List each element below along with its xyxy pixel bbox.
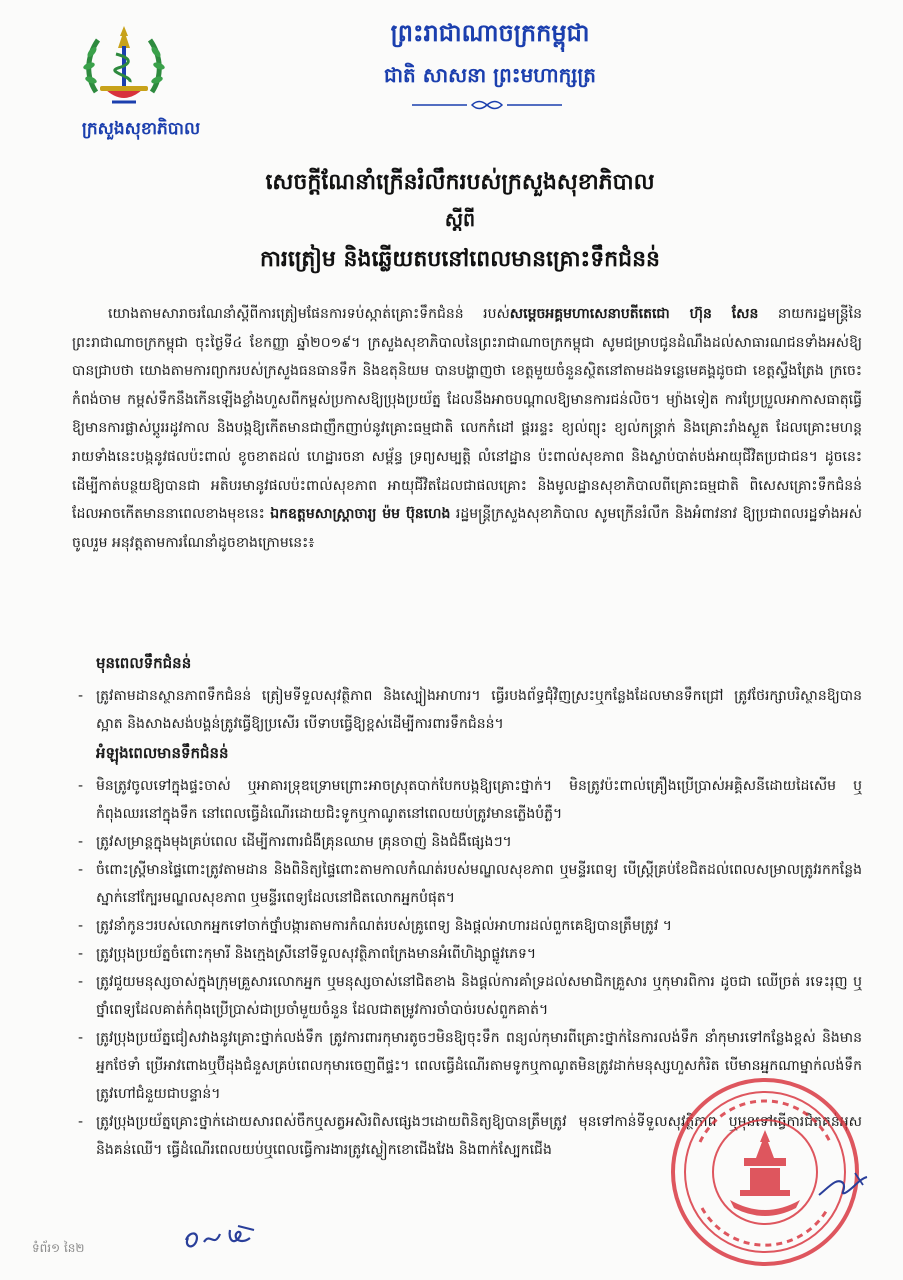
before-flood-list [72, 682, 862, 738]
ministry-logo-emblem [78, 22, 170, 112]
prime-minister-name: សម្តេចអគ្គមហាសេនាបតីតេជោ ហ៊ុន សែន [509, 306, 759, 322]
handwritten-initials [180, 1218, 280, 1258]
motto-ornament-divider [412, 98, 562, 112]
list-item: - ត្រូវជួយមនុស្សចាស់ក្នុងក្រុមគ្រួសារលោកអ្នក ឬមនុស្សចាស់នៅជិតខាង និងផ្តល់ការគាំទ្រដល់សមាជិកគ្រួសារ ឬកុមារពិការ ដូចជា ឈើច្រត់ រទេះរុញ ឬថ្នាំពេទ្យដែលគាត់កំពុងប្រើប្រាស់ជាប្រចាំមួយចំនួន ដែលជាតម្រូវការចាំបាច់របស់ពួកគាត់។ [72, 968, 862, 1024]
minister-name: ឯកឧត្តមសាស្រ្តាចារ្យ ម៉ម ប៊ុនហេង [270, 506, 451, 523]
page-number: ទំព័រ១ នៃ២ [32, 1241, 85, 1255]
intro-text-1: យោងតាមសារាចរណែនាំស្តីពីការត្រៀមផែនការទប់ស្កាត់គ្រោះទឹកជំនន់ របស់ [108, 306, 510, 322]
national-motto: ជាតិ សាសនា ព្រះមហាក្សត្រ [384, 63, 596, 87]
document-subject: ការត្រៀម និងឆ្លើយតបនៅពេលមានគ្រោះទឹកជំនន់ [259, 247, 661, 272]
intro-text-3: រដ្ឋមន្ត្រីក្រសួងសុខាភិបាល សូមក្រើនរំលឹក និងអំពាវនាវ ឱ្យប្រជាពលរដ្ឋទាំងអស់ចូលរួម អនុវត្តតាមការណែនាំដូចខាងក្រោមនេះ៖ [72, 506, 862, 551]
intro-paragraph [72, 300, 862, 557]
list-item: - ត្រូវតាមដានស្ថានភាពទឹកជំនន់ ត្រៀមទីទួលសុវត្ថិភាព និងស្បៀងអាហារ។ ធ្វើរបងព័ទ្ធជុំវិញស្រះឬកន្លែងដែលមានទឹកជ្រៅ ត្រូវថែរក្សាបរិស្ថានឱ្យបានស្អាត និងសាងសង់បង្គន់ត្រូវធ្វើឱ្យប្រសើរ បើទាបធ្វើឱ្យខ្ពស់ដើម្បីការពារទឹកជំនន់។ [72, 682, 862, 738]
list-item: - ត្រូវប្រុងប្រយ័ត្នចំពោះកុមារី និងក្មេងស្រីនៅទីទួលសុវត្ថិភាពក្រែងមានអំពើហិង្សាផ្លូវភេទ។ [72, 940, 862, 968]
list-item: - ចំពោះស្ត្រីមានផ្ទៃពោះត្រូវតាមដាន និងពិនិត្យផ្ទៃពោះតាមកាលកំណត់របស់មណ្ឌលសុខភាព ឬមន្ទីរពេទ្យ បើស្ត្រីគ្រប់ខែជិតដល់ពេលសម្រាលត្រូវរកកន្លែងស្នាក់នៅក្បែរមណ្ឌលសុខភាព ឬមន្ទីរពេទ្យដែលនៅជិតលោកអ្នកបំផុត។ [72, 856, 862, 912]
list-item: - ត្រូវប្រុងប្រយ័ត្នគ្រោះថ្នាក់ដោយសារពស់ចឹកឬសត្វអសិរពិសផ្សេងៗដោយពិនិត្យឱ្យបានត្រឹមត្រូវ មុនទៅកាន់ទីទួលសុវត្ថិភាព ឬមុនទៅធ្វើការជិតគន់អុស និងគន់ឈើ។ ធ្វើដំណើរពេលយប់ឬពេលធ្វើការងារត្រូវស្លៀកខោជើងវែង និងពាក់ស្បែកជើង [72, 1108, 862, 1164]
list-item: - ត្រូវប្រុងប្រយ័ត្នជៀសវាងនូវគ្រោះថ្នាក់លង់ទឹក ត្រូវការពារកុមារតូចៗមិនឱ្យចុះទឹក ពន្យល់កុមារពីគ្រោះថ្នាក់នៃការលង់ទឹក នាំកុមារទៅកន្លែងខ្ពស់ និងមានអ្នកថែទាំ ប្រើអាវពោងឬប៊ីដុងជំនួសគ្រប់ពេលកុមារចេញពីផ្ទះ។ ពេលធ្វើដំណើរតាមទូកឬកាណូតមិនត្រូវដាក់មនុស្សហួសកំរិត បើមានអ្នកណាម្នាក់លង់ទឹកត្រូវហៅជំនួយជាបន្ទាន់។ [72, 1024, 862, 1108]
list-item: - មិនត្រូវចូលទៅក្នុងផ្ទះចាស់ ឬអាគារទ្រុឌទ្រោមព្រោះអាចស្រុតបាក់បែកបង្កឱ្យគ្រោះថ្នាក់។ មិនត្រូវប៉ះពាល់គ្រឿងប្រើប្រាស់អគ្គិសនីដោយដៃសើម ឬកំពុងឈរនៅក្នុងទឹក នៅពេលធ្វើដំណើរដោយជិះទូកឬកាណូតនៅពេលយប់ត្រូវមានភ្លើងបំភ្លឺ។ [72, 772, 862, 828]
section-during-flood-heading: អំឡុងពេលមានទឹកជំនន់ [96, 744, 229, 762]
list-item: - ត្រូវសម្រាន្តក្នុងមុងគ្រប់ពេល ដើម្បីការពារជំងឺគ្រុនឈាម គ្រុនចាញ់ និងជំងឺផ្សេងៗ។ [72, 828, 862, 856]
intro-text-2: នាយករដ្ឋមន្រ្តីនៃព្រះរាជាណាចក្រកម្ពុជា ចុះថ្ងៃទី៤ ខែកញ្ញា ឆ្នាំ២០១៩។ ក្រសួងសុខាភិបាលនៃព្រះរាជាណាចក្រកម្ពុជា សូមជម្រាបជូនដំណឹងដល់សាធារណជនទាំងអស់ឱ្យបានជ្រាបថា យោងតាមការព្យាករបស់ក្រសួងធនធានទឹក និងឧតុនិយម បានបង្ហាញថា ខេត្តមួយចំនួនស្ថិតនៅតាមដងទន្លេមេគង្គដូចជា ខេត្តស្ទឹងត្រែង ក្រចេះ កំពង់ចាម កម្ពស់ទឹកនឹងកើនឡើងខ្លាំងហួសពីកម្ពស់ប្រកាសឱ្យប្រុងប្រយ័ត្ន ដែលនឹងអាចបណ្តាលឱ្យមានការជន់លិច។ ម្យ៉ាងទៀត ការប្រែប្រួលអាកាសធាតុធ្វើឱ្យមានការផ្លាស់ប្តូររដូវកាល និងបង្កឱ្យកើតមានជាញឹកញាប់នូវគ្រោះធម្មជាតិ លេកកំដៅ ផ្គររន្ទះ ខ្យល់ព្យុះ ខ្យល់កន្ត្រាក់ និងគ្រោះរាំងស្ងួត ដែលគ្រោះមហន្តរាយទាំងនេះបង្កនូវផលប៉ះពាល់ ខូចខាតដល់ ហេដ្ឋារចនា សម្ព័ន្ធ ទ្រព្យសម្បត្តិ លំនៅដ្ឋាន ប៉ះពាល់សុខភាព និងស្លាប់បាត់បង់អាយុជីវិតប្រជាជន។ ដូចនេះដើម្បីកាត់បន្ថយឱ្យបានជា អតិបរមានូវផលប៉ះពាល់សុខភាព អាយុជីវិតដែលជាផលគ្រោះ និងមូលដ្ឋានសុខាភិបាលពីគ្រោះធម្មជាតិ ពិសេសគ្រោះទឹកជំនន់ ដែលអាចកើតមាននាពេលខាងមុខនេះ [72, 306, 862, 523]
handwritten-signature [815, 1165, 875, 1205]
title-subject-label: ស្តីពី [444, 209, 476, 231]
kingdom-name: ព្រះរាជាណាចក្រកម្ពុជា [390, 19, 590, 47]
section-before-flood-heading: មុនពេលទឹកជំនន់ [96, 654, 192, 672]
list-item: - ត្រូវនាំកូនៗរបស់លោកអ្នកទៅចាក់ថ្នាំបង្ការតាមការកំណត់របស់គ្រូពេទ្យ និងផ្តល់អាហារដល់ពួកគេឱ្យបានត្រឹមត្រូវ ។ [72, 912, 862, 940]
document-title: សេចក្តីណែនាំក្រើនរំលឹករបស់ក្រសួងសុខាភិបាល [265, 170, 655, 195]
ministry-name: ក្រសួងសុខាភិបាល [81, 119, 201, 139]
